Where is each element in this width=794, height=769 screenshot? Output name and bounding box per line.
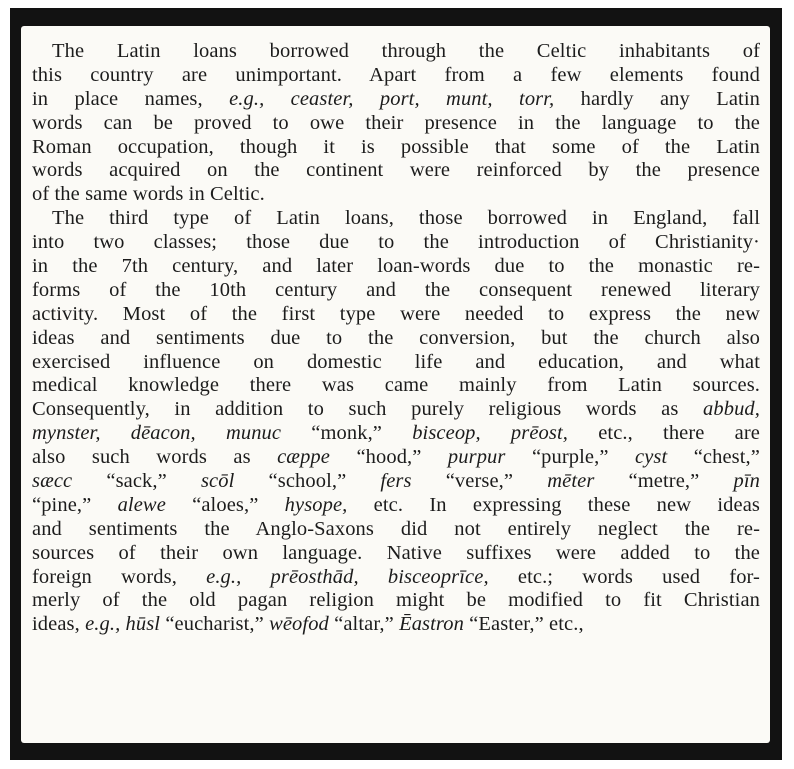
text-span: e.g., hūsl [85, 613, 161, 636]
text-span: etc., there are [568, 422, 760, 445]
text-span: merly of the old pagan religion might be modified to fit Christian [32, 589, 760, 612]
text-line [32, 279, 760, 303]
text-span: scōl [200, 470, 235, 493]
text-line [32, 422, 760, 446]
text-line [32, 231, 760, 255]
text-span: “hood,” [329, 446, 448, 469]
text-line [32, 470, 760, 494]
text-span: cæppe [277, 446, 330, 469]
text-span: “purple,” [505, 446, 635, 469]
text-span: cyst [635, 446, 668, 469]
text-span: abbud, [703, 398, 760, 421]
text-line [32, 136, 760, 160]
text-span: bisceop, prēost, [412, 422, 569, 445]
text-span: mynster, dēacon, munuc [32, 422, 282, 445]
text-line [32, 542, 760, 566]
text-span: in the 7th century, and later loan-words due to the monastic re- [32, 255, 760, 278]
text-span: fers [380, 470, 412, 493]
text-span: “Easter,” etc., [463, 613, 584, 636]
text-span: “verse,” [411, 470, 548, 493]
text-span: activity. Most of the first type were needed to express the new [32, 302, 760, 325]
text-span: hardly any Latin [554, 87, 760, 110]
text-line [32, 303, 760, 327]
text-span: Ēastron [399, 613, 464, 636]
text-line [32, 494, 760, 518]
text-line [32, 207, 760, 231]
text-span: forms of the 10th century and the consequent renewed literary [32, 278, 760, 301]
text-line [32, 374, 760, 398]
text-span: “eucharist,” [160, 613, 270, 636]
text-span: etc.; words used for- [488, 565, 760, 588]
text-line [32, 255, 760, 279]
text-span: ideas and sentiments due to the conversion, but the church also [32, 326, 760, 349]
text-span: sæcc [32, 470, 73, 493]
text-line [32, 183, 760, 207]
text-span: sources of their own language. Native suffixes were added to the [32, 541, 760, 564]
text-line [32, 589, 760, 613]
text-span: this country are unimportant. Apart from a few elements found [32, 63, 760, 86]
text-span: “monk,” [281, 422, 413, 445]
text-span: The Latin loans borrowed through the Celtic inhabitants of [52, 40, 760, 62]
text-line [32, 446, 760, 470]
text-span: “chest,” [667, 446, 760, 469]
text-line [32, 64, 760, 88]
text-span: etc. In expressing these new ideas [347, 493, 760, 516]
text-span: foreign words, [32, 565, 207, 588]
text-span: “school,” [234, 470, 381, 493]
text-line [32, 112, 760, 136]
text-span: “altar,” [328, 613, 400, 636]
text-span: words can be proved to owe their presence in the language to the [32, 111, 760, 134]
text-span: “sack,” [72, 470, 201, 493]
body-text [32, 40, 760, 637]
text-span: The third type of Latin loans, those borrowed in England, fall [52, 207, 760, 230]
text-span: Consequently, in addition to such purely religious words as [32, 398, 704, 421]
text-line [32, 518, 760, 542]
text-span: of the same words in Celtic. [32, 183, 265, 206]
text-line [32, 159, 760, 183]
text-span: “aloes,” [165, 493, 285, 516]
text-span: in place names, [32, 87, 230, 110]
text-line [32, 566, 760, 590]
text-line [32, 88, 760, 112]
text-span: medical knowledge there was came mainly from Latin sources. [32, 374, 760, 397]
text-line [32, 40, 760, 64]
text-line [32, 351, 760, 375]
text-line [32, 613, 760, 637]
text-span: hysope, [284, 493, 348, 516]
text-span: “pine,” [32, 493, 118, 516]
text-span: pīn [733, 470, 760, 493]
text-span: “metre,” [594, 470, 734, 493]
text-span: e.g., prēosthād, bisceoprīce, [206, 565, 489, 588]
text-span: mēter [547, 470, 595, 493]
text-line [32, 398, 760, 422]
text-span: purpur [447, 446, 506, 469]
text-span: and sentiments the Anglo-Saxons did not entirely neglect the re- [32, 517, 760, 540]
text-span: also such words as [32, 446, 278, 469]
text-span: into two classes; those due to the introduction of Christianity· [32, 231, 760, 254]
text-span: ideas, [32, 613, 86, 636]
text-span: wēofod [269, 613, 329, 636]
text-span: Roman occupation, though it is possible that some of the Latin [32, 135, 760, 158]
text-span: words acquired on the continent were reinforced by the presence [32, 159, 760, 182]
text-span: e.g., ceaster, port, munt, torr, [229, 87, 555, 110]
text-line [32, 327, 760, 351]
text-span: exercised influence on domestic life and education, and what [32, 350, 760, 373]
text-span: alewe [117, 493, 166, 516]
